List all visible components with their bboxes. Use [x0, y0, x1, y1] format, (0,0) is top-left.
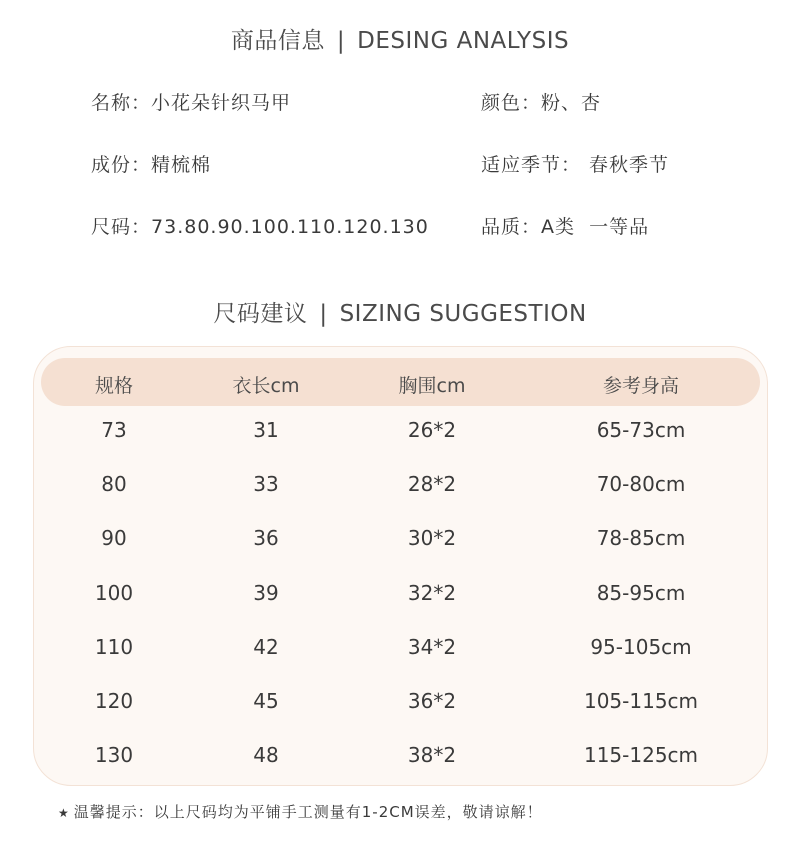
product-season [481, 150, 669, 177]
size-table-card [33, 346, 768, 786]
table-cell: 48 [253, 743, 279, 767]
table-cell: 78-85cm [596, 526, 686, 550]
title-separator: | [336, 28, 346, 54]
table-cell: 120 [94, 689, 134, 713]
product-material [91, 150, 211, 177]
product-sizes [91, 212, 429, 239]
table-cell: 33 [253, 472, 279, 496]
table-cell: 90 [101, 526, 127, 550]
table-cell: 30*2 [407, 526, 457, 550]
table-cell: 45 [253, 689, 279, 713]
product-color [481, 88, 601, 115]
title-separator: | [319, 301, 328, 327]
table-cell: 26*2 [407, 418, 457, 442]
table-cell: 100 [94, 581, 134, 605]
product-size-value: 73.80.90.100.110.120.130 [151, 216, 429, 238]
table-cell: 31 [253, 418, 279, 442]
note-text: 温馨提示：以上尺码均为平铺手工测量有1-2CM误差，敬请谅解！ [73, 803, 543, 821]
header-length: 衣长cm [232, 375, 300, 397]
table-cell: 38*2 [407, 743, 457, 767]
product-material-value: 精梳棉 [151, 154, 212, 176]
sizing-title-cn: 尺码建议 [213, 301, 308, 327]
product-name-label: 名称： [91, 92, 152, 114]
table-cell: 39 [253, 581, 279, 605]
table-cell: 73 [101, 418, 127, 442]
product-color-value: 粉、杏 [541, 92, 602, 114]
product-season-label: 适应季节： [481, 154, 582, 176]
table-cell: 130 [94, 743, 134, 767]
star-icon: ★ [58, 806, 70, 820]
product-quality [481, 212, 649, 239]
product-name [91, 88, 291, 115]
design-analysis-title [0, 22, 800, 55]
product-material-label: 成份： [91, 154, 152, 176]
table-cell: 85-95cm [596, 581, 686, 605]
table-cell: 95-105cm [590, 635, 692, 659]
table-cell: 32*2 [407, 581, 457, 605]
table-cell: 110 [94, 635, 134, 659]
design-title-en: DESING ANALYSIS [357, 28, 570, 54]
product-size-label: 尺码： [91, 216, 152, 238]
table-cell: 36*2 [407, 689, 457, 713]
table-cell: 80 [101, 472, 127, 496]
table-cell: 115-125cm [583, 743, 699, 767]
table-cell: 42 [253, 635, 279, 659]
measurement-note [58, 801, 543, 822]
table-cell: 34*2 [407, 635, 457, 659]
table-cell: 65-73cm [596, 418, 686, 442]
table-cell: 105-115cm [583, 689, 699, 713]
sizing-suggestion-title [0, 295, 800, 328]
header-chest: 胸围cm [398, 375, 466, 397]
product-season-value: 春秋季节 [589, 154, 670, 176]
table-cell: 70-80cm [596, 472, 686, 496]
product-color-label: 颜色： [481, 92, 542, 114]
sizing-title-en: SIZING SUGGESTION [339, 301, 587, 327]
table-cell: 36 [253, 526, 279, 550]
table-cell: 28*2 [407, 472, 457, 496]
design-title-cn: 商品信息 [230, 28, 325, 54]
product-name-value: 小花朵针织马甲 [151, 92, 292, 114]
header-size: 规格 [94, 375, 134, 397]
product-quality-value: A类 一等品 [541, 216, 650, 238]
product-quality-label: 品质： [481, 216, 542, 238]
header-height: 参考身高 [602, 375, 680, 397]
